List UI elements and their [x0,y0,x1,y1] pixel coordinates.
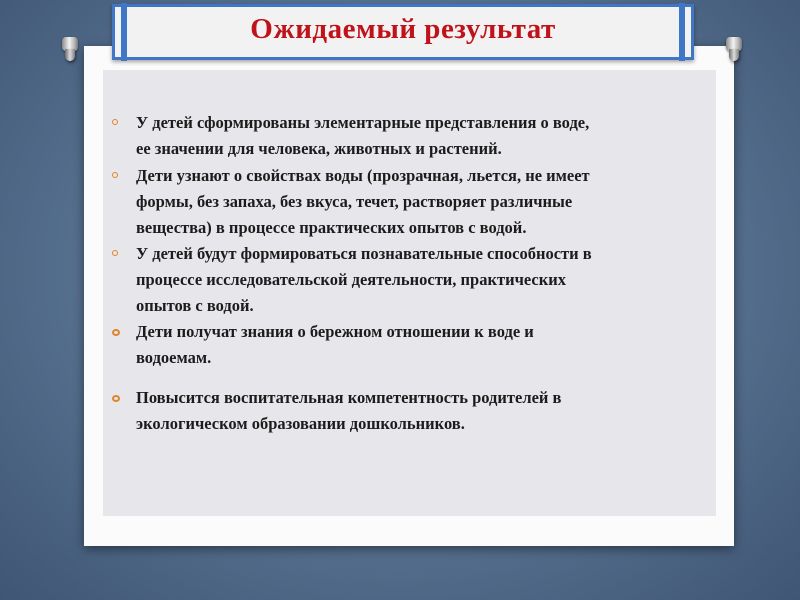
bullet-item [112,241,712,319]
bullet-line: У детей сформированы элементарные представления о воде, [136,113,590,132]
bullet-list [112,110,712,437]
bullet-line: водоемам. [136,348,212,367]
bullet-line: Повысится воспитательная компетентность родителей в [136,388,562,407]
bullet-circle-icon [112,395,120,402]
bullet-circle-icon [112,329,120,336]
bullet-item [112,110,712,162]
bullet-circle-icon [112,119,118,125]
bullet-item [112,385,712,437]
bullet-line: Дети получат знания о бережном отношении к воде и [136,322,534,341]
bullet-circle-icon [112,250,118,256]
bullet-line: процессе исследовательской деятельности, практических [136,270,567,289]
bullet-line: опытов с водой. [136,296,254,315]
bullet-circle-icon [112,172,118,178]
bullet-line: экологическом образовании дошкольников. [136,414,465,433]
bullet-item [112,163,712,241]
pushpin-icon [726,37,742,63]
title-banner [112,4,694,60]
slide-title: Ожидаемый результат [250,12,556,45]
bullet-line: ее значении для человека, животных и растений. [136,139,502,158]
bullet-line: формы, без запаха, без вкуса, течет, растворяет различные [136,192,573,211]
bullet-line: вещества) в процессе практических опытов с водой. [136,218,527,237]
pushpin-icon [62,37,78,63]
bullet-item [112,319,712,371]
bullet-line: У детей будут формироваться познавательные способности в [136,244,592,263]
bullet-line: Дети узнают о свойствах воды (прозрачная, льется, не имеет [136,166,590,185]
